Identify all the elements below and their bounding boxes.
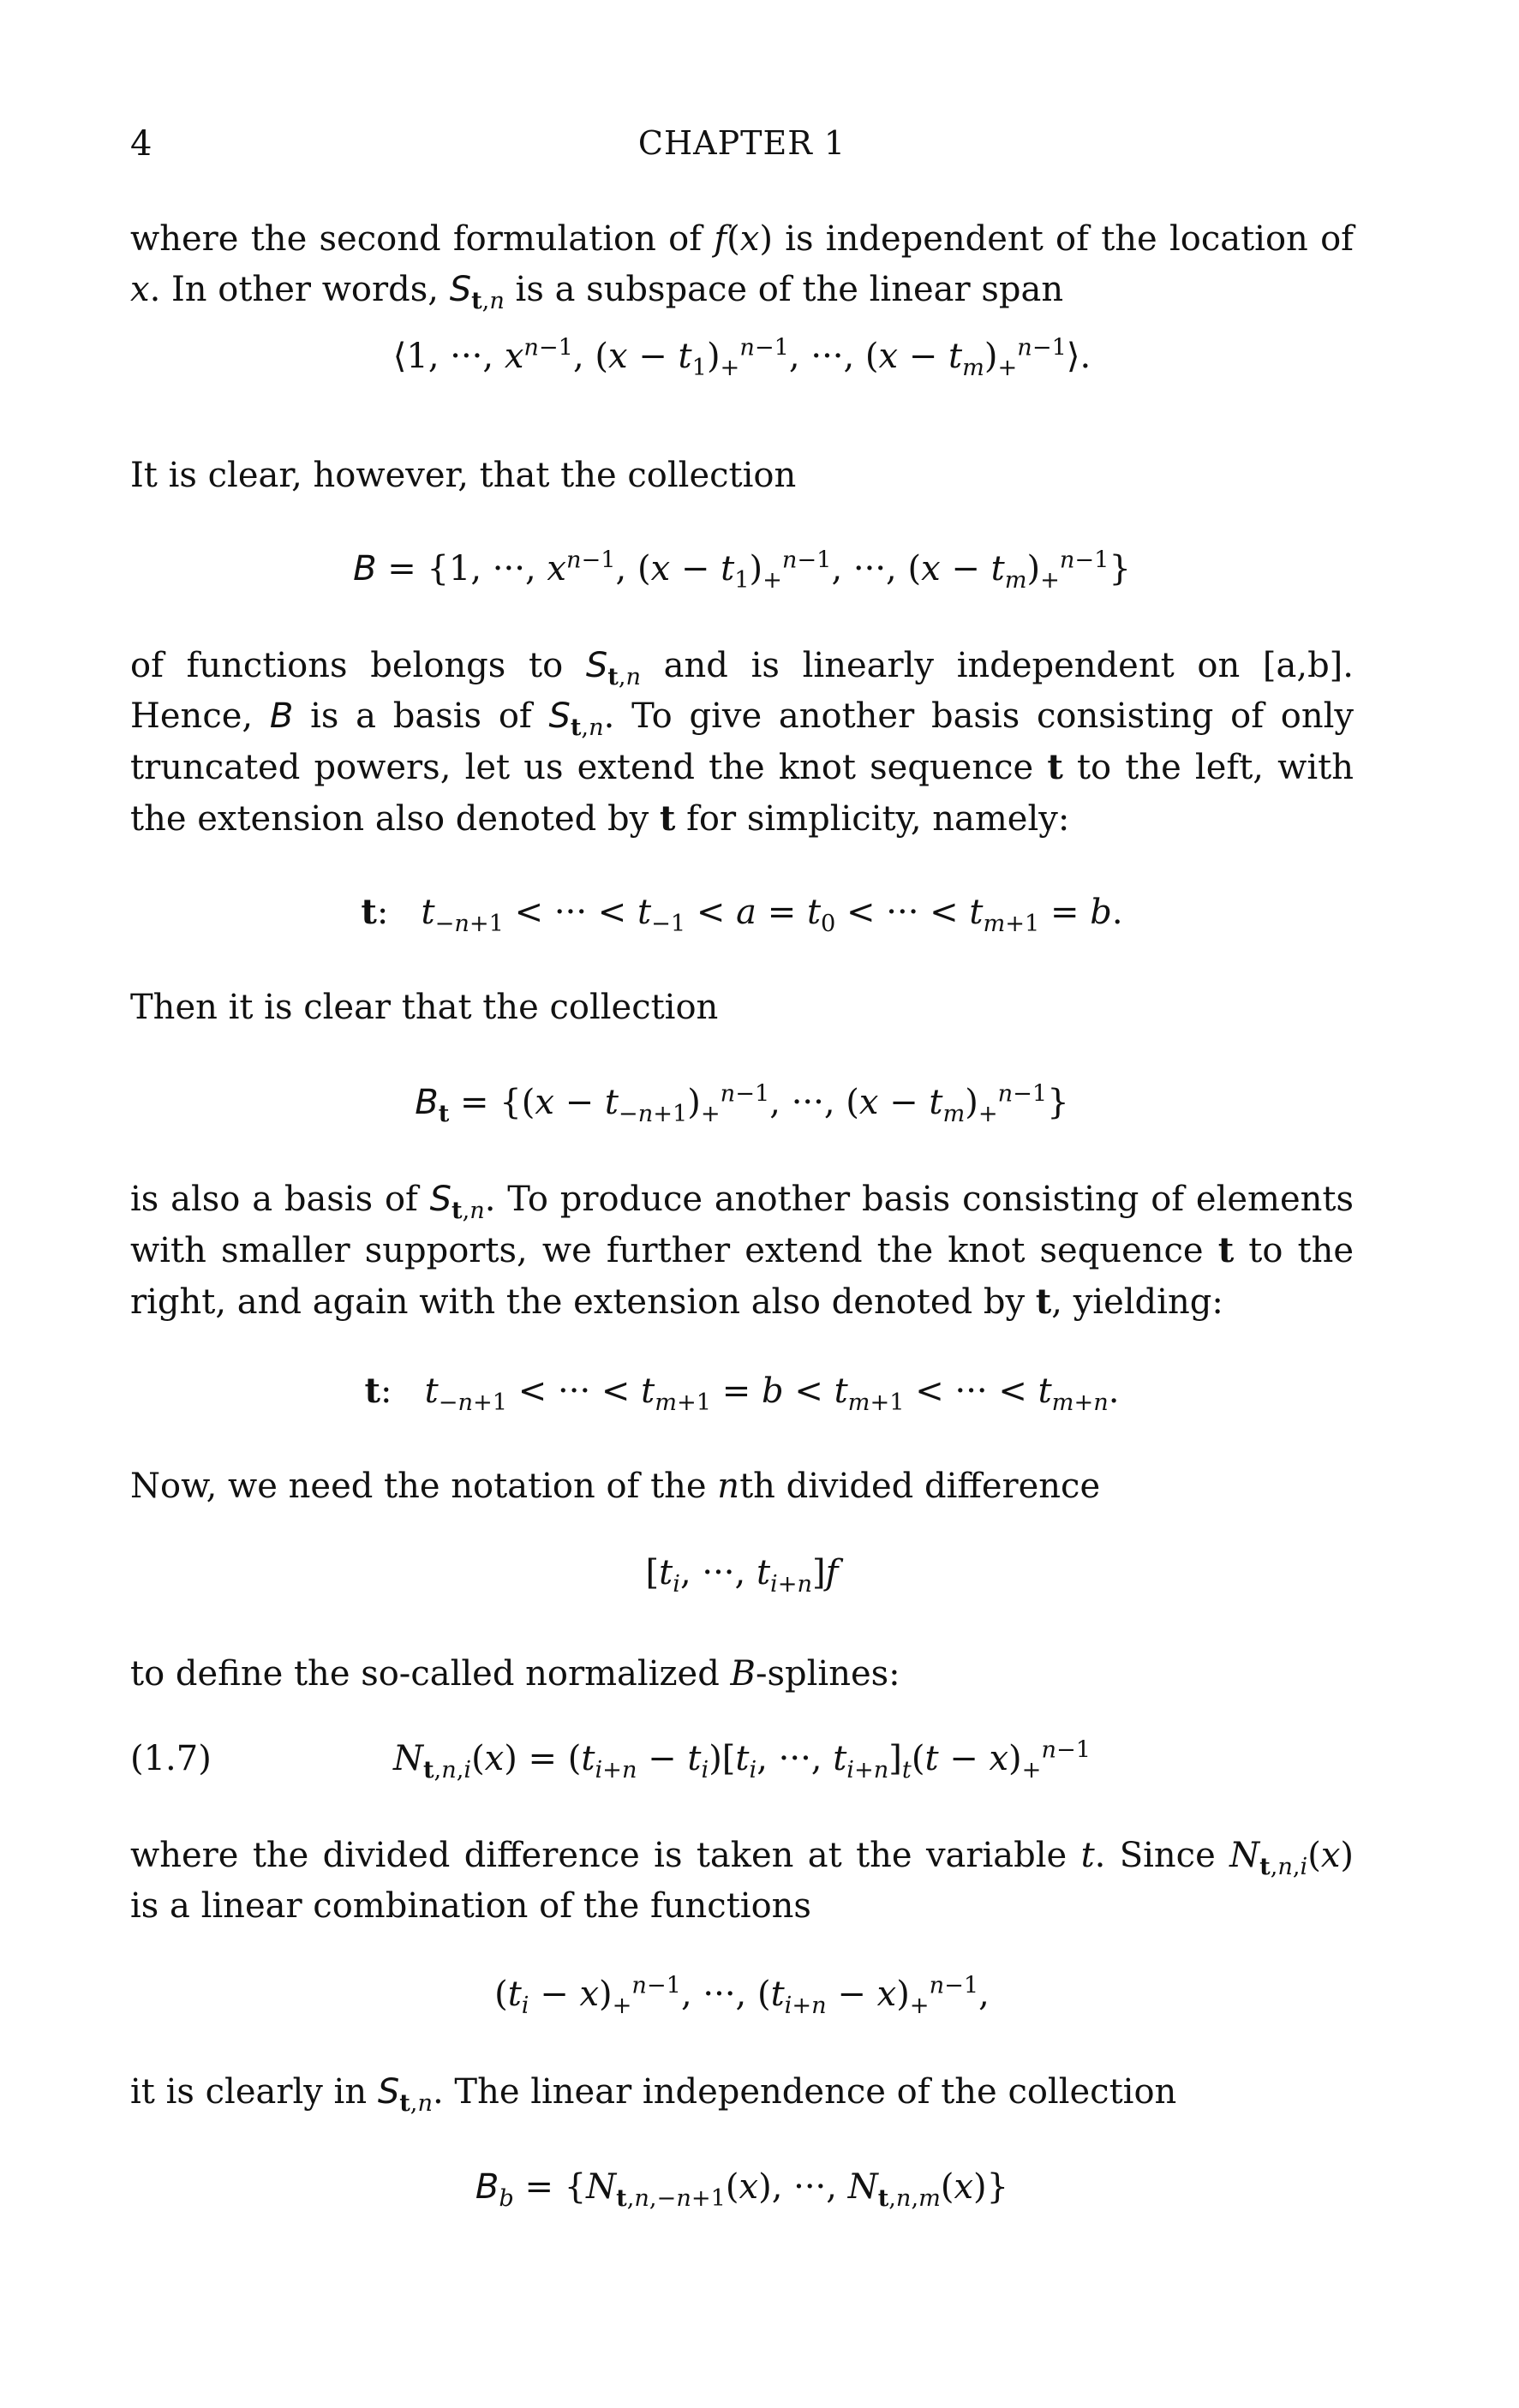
paragraph-4: Then it is clear that the collection xyxy=(130,988,719,1027)
running-header xyxy=(130,124,1354,167)
equation-knots-left: t: $t_{-n+1}$ < ··· < $t_{-1} < a = t_0$ < ··· < $t_{m+1} = b$. xyxy=(361,892,1123,937)
equation-knots-right: t: $t_{-n+1}$ < ··· < $t_{m+1} = b < t_{m+1}$ < ··· < $t_{m+n}$. xyxy=(364,1371,1120,1416)
paragraph-8: where the divided difference is taken at the variable t. Since $N_{t,n,i}(x)$ is a linear combination of the functions xyxy=(130,1836,1354,1926)
equation-truncated-functions: $(t_i - x)_+^{n-1}$, ···, $(t_{i+n} - x)_+^{n-1}$, xyxy=(494,1972,990,2019)
paragraph-7: to define the so-called normalized B-splines: xyxy=(130,1654,900,1694)
equation-linear-span: ⟨1, ···, $x^{n-1}$, $(x - t_1)_+^{n-1}$, ···, $(x - t_m)_+^{n-1}⟩$. xyxy=(392,334,1091,381)
equation-basis-bb: $B_b = \{N_{t,n,-n+1}(x)$, ···, $N_{t,n,m}(x)$} xyxy=(475,2167,1009,2212)
paragraph-1-text: where the second formulation of f(x) is independent of the location of x. In other words, $S_{t,n}$ is a subspace of the linear span xyxy=(130,219,1354,314)
paragraph-2: It is clear, however, that the collection xyxy=(130,456,797,495)
equation-basis-bt: $B_t = \{(x - t_{-n+1})_+^{n-1}$, ···, $(x - t_m)_+^{n-1}$} xyxy=(415,1080,1069,1127)
paragraph-5: is also a basis of $S_{t,n}$. To produce another basis consisting of elements with smaller supports, we further extend the knot sequence t to the right, and again with the extension also denoted by t, yielding: xyxy=(130,1180,1355,1322)
equation-divided-difference: [$t_i$, ···, $t_{i+n}]f$ xyxy=(645,1553,839,1598)
equation-number: (1.7) xyxy=(130,1739,212,1778)
paragraph-6: Now, we need the notation of the nth divided difference xyxy=(130,1467,1101,1506)
equation-basis-b: B = {1, ···, $x^{n-1}$, $(x - t_1)_+^{n-1}$, ···, $(x - t_m)_+^{n-1}$} xyxy=(353,547,1131,594)
paragraph-9: it is clearly in $S_{t,n}$. The linear independence of the collection xyxy=(130,2072,1177,2117)
page-number: 4 xyxy=(130,124,152,164)
equation-normalized-bspline: $N_{t,n,i}(x) = (t_{i+n} - t_i)[t_i$, ···, $t_{i+n}]_t(t - x)_+^{n-1}$ xyxy=(392,1736,1091,1784)
chapter-title: CHAPTER 1 xyxy=(637,124,846,162)
paragraph-1 xyxy=(130,214,1354,315)
paragraph-3: of functions belongs to $S_{t,n}$ and is linearly independent on [a,b]. Hence, B is a basis of $S_{t,n}$. To give another basis consisting of only truncated powers, let us extend the knot sequence t to the left, with the extension also denoted by t for simplicity, namely: xyxy=(130,646,1355,839)
